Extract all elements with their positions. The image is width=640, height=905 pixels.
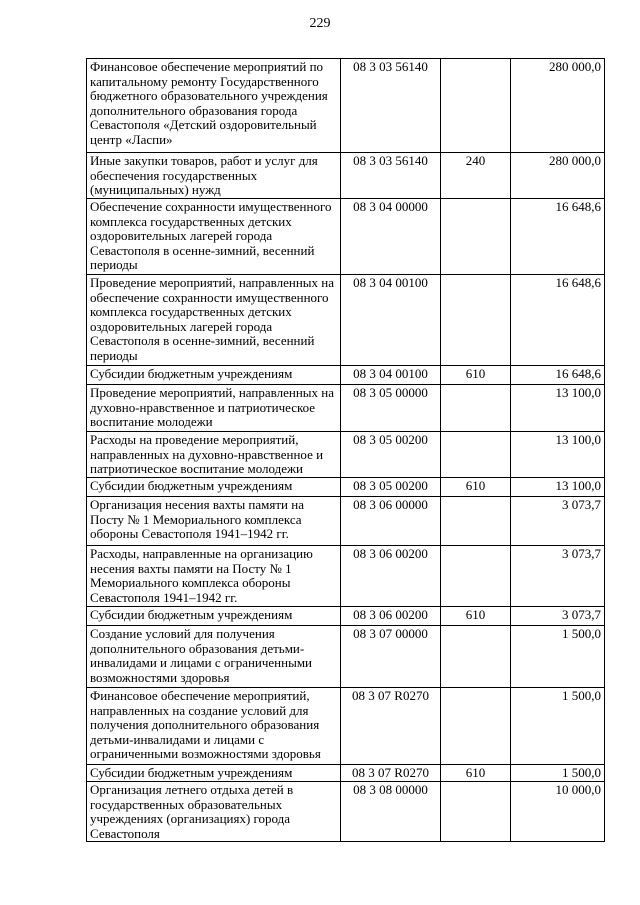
row-type: 610	[441, 366, 511, 385]
row-sum: 16 648,6	[511, 366, 605, 385]
row-sum: 1 500,0	[511, 765, 605, 782]
table-row	[87, 782, 605, 842]
row-sum: 280 000,0	[511, 153, 605, 199]
row-code: 08 3 08 00000	[341, 782, 441, 842]
row-sum: 16 648,6	[511, 275, 605, 366]
table-row	[87, 385, 605, 432]
row-sum: 3 073,7	[511, 546, 605, 607]
row-name: Проведение мероприятий, направленных на духовно-нравственное и патриотическое воспитание молодежи	[87, 385, 341, 432]
row-type	[441, 782, 511, 842]
table-row	[87, 546, 605, 607]
row-name: Расходы, направленные на организацию несения вахты памяти на Посту № 1 Мемориального комплекса обороны Севастополя 1941–1942 гг.	[87, 546, 341, 607]
row-type: 610	[441, 765, 511, 782]
row-code: 08 3 05 00200	[341, 432, 441, 478]
table-row	[87, 199, 605, 275]
row-type	[441, 385, 511, 432]
row-sum: 16 648,6	[511, 199, 605, 275]
row-code: 08 3 05 00200	[341, 478, 441, 497]
row-code: 08 3 05 00000	[341, 385, 441, 432]
row-sum: 13 100,0	[511, 432, 605, 478]
row-code: 08 3 04 00000	[341, 199, 441, 275]
table-row	[87, 688, 605, 765]
row-type	[441, 199, 511, 275]
row-code: 08 3 04 00100	[341, 275, 441, 366]
row-code: 08 3 04 00100	[341, 366, 441, 385]
table-row	[87, 765, 605, 782]
row-name: Финансовое обеспечение мероприятий по капитальному ремонту Государственного бюджетного образовательного учреждения дополнительного образования города Севастополя «Детский оздоровительный центр «Ласпи»	[87, 59, 341, 153]
row-code: 08 3 03 56140	[341, 59, 441, 153]
row-name: Субсидии бюджетным учреждениям	[87, 366, 341, 385]
row-code: 08 3 07 R0270	[341, 688, 441, 765]
row-name: Организация летнего отдыха детей в государственных образовательных учреждениях (организациях) города Севастополя	[87, 782, 341, 842]
row-name: Проведение мероприятий, направленных на обеспечение сохранности имущественного комплекса государственных детских оздоровительных лагерей города Севастополя в осенне-зимний, весенний периоды	[87, 275, 341, 366]
table-row	[87, 607, 605, 626]
row-sum: 10 000,0	[511, 782, 605, 842]
row-code: 08 3 06 00200	[341, 546, 441, 607]
row-sum: 13 100,0	[511, 385, 605, 432]
row-name: Расходы на проведение мероприятий, направленных на духовно-нравственное и патриотическое воспитание молодежи	[87, 432, 341, 478]
row-sum: 1 500,0	[511, 688, 605, 765]
row-name: Субсидии бюджетным учреждениям	[87, 607, 341, 626]
table-row	[87, 275, 605, 366]
row-type	[441, 688, 511, 765]
table-row	[87, 59, 605, 153]
row-type	[441, 59, 511, 153]
row-name: Субсидии бюджетным учреждениям	[87, 478, 341, 497]
page-number: 229	[309, 16, 331, 31]
table-row	[87, 432, 605, 478]
row-type: 610	[441, 607, 511, 626]
row-type	[441, 432, 511, 478]
row-sum: 1 500,0	[511, 626, 605, 688]
table-row	[87, 478, 605, 497]
row-type	[441, 546, 511, 607]
row-name: Организация несения вахты памяти на Посту № 1 Мемориального комплекса обороны Севастополя 1941–1942 гг.	[87, 497, 341, 546]
row-name: Создание условий для получения дополнительного образования детьми-инвалидами и лицами с ограниченными возможностями здоровья	[87, 626, 341, 688]
row-type: 240	[441, 153, 511, 199]
row-type: 610	[441, 478, 511, 497]
row-code: 08 3 07 00000	[341, 626, 441, 688]
row-sum: 13 100,0	[511, 478, 605, 497]
row-code: 08 3 07 R0270	[341, 765, 441, 782]
row-code: 08 3 06 00000	[341, 497, 441, 546]
table-row	[87, 366, 605, 385]
table-row	[87, 497, 605, 546]
budget-table	[86, 58, 605, 842]
row-name: Финансовое обеспечение мероприятий, направленных на создание условий для получения дополнительного образования детьми-инвалидами и лицами с ограниченными возможностями здоровья	[87, 688, 341, 765]
row-name: Иные закупки товаров, работ и услуг для обеспечения государственных (муниципальных) нужд	[87, 153, 341, 199]
table-row	[87, 153, 605, 199]
row-type	[441, 275, 511, 366]
row-name: Субсидии бюджетным учреждениям	[87, 765, 341, 782]
row-type	[441, 626, 511, 688]
table-row	[87, 626, 605, 688]
row-sum: 3 073,7	[511, 497, 605, 546]
row-name: Обеспечение сохранности имущественного комплекса государственных детских оздоровительных лагерей города Севастополя в осенне-зимний, весенний периоды	[87, 199, 341, 275]
row-sum: 3 073,7	[511, 607, 605, 626]
row-sum: 280 000,0	[511, 59, 605, 153]
row-type	[441, 497, 511, 546]
row-code: 08 3 03 56140	[341, 153, 441, 199]
row-code: 08 3 06 00200	[341, 607, 441, 626]
